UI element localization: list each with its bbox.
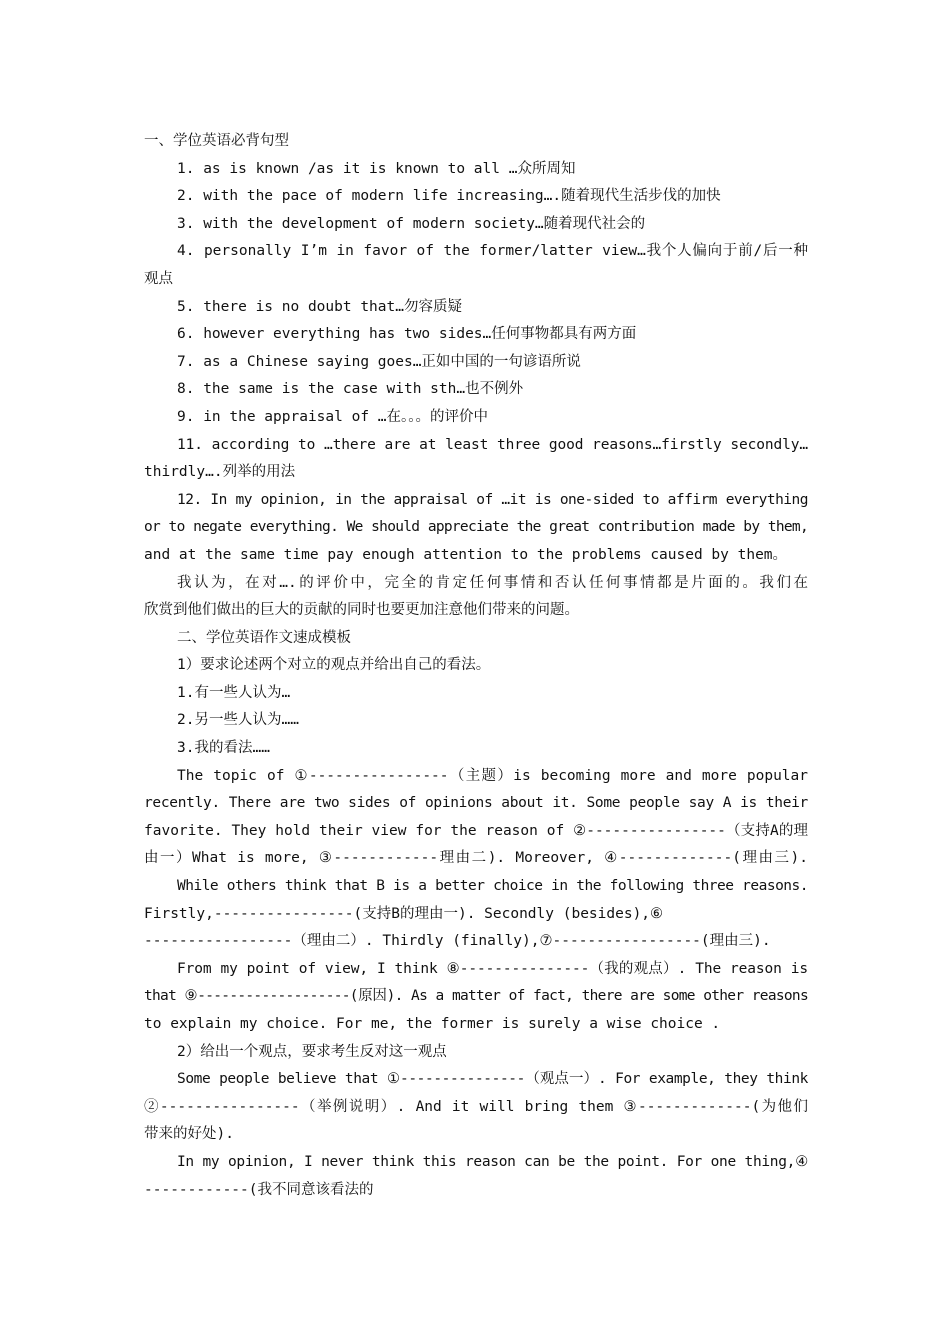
text-line: 8. the same is the case with sth…也不例外 [177,381,524,398]
text-line: 12. In my opinion, in the appraisal of …it is one-sided to affirm everything [177,491,808,508]
text-line: 3.我的看法…… [177,740,270,757]
text-line: 6. however everything has two sides…任何事物都具有两方面 [177,326,637,343]
text-line: The topic of ①----------------（主题）is becoming more and more popular [177,767,808,784]
text-line: 1.有一些人认为… [177,684,291,701]
text-line: or to negate everything. We should appreciate the great contribution made by them, [144,519,808,536]
text-line: favorite. They hold their view for the reason of ②----------------（支持A的理 [144,822,808,839]
section-heading: 一、学位英语必背句型 [144,133,289,149]
text-line: 9. in the appraisal of …在。。。的评价中 [177,408,489,425]
text-line: 7. as a Chinese saying goes…正如中国的一句谚语所说 [177,353,581,370]
text-line: ②----------------（举例说明）. And it will bring them ③-------------(为他们 [144,1098,808,1115]
text-line: 我认为，在对….的评价中，完全的肯定任何事情和否认任何事情都是片面的。我们在 [177,574,808,591]
text-line: 4. personally I’m in favor of the former/latter view…我个人偏向于前/后一种 [177,243,808,260]
text-line: 欣赏到他们做出的巨大的贡献的同时也要更加注意他们带来的问题。 [144,602,579,619]
text-line: thirdly….列举的用法 [144,464,296,481]
text-line: to explain my choice. For me, the former is surely a wise choice . [144,1016,721,1032]
text-line: In my opinion, I never think this reason can be the point. For one thing,④ [177,1153,808,1170]
text-line: 2）给出一个观点，要求考生反对这一观点 [177,1043,447,1060]
text-line: recently. There are two sides of opinions about it. Some people say A is their [144,795,808,812]
text-line: that ⑨-------------------(原因). As a matter of fact, there are some other reasons [144,988,808,1005]
section-heading: 二、学位英语作文速成模板 [177,629,351,646]
text-line: While others think that B is a better choice in the following three reasons. [177,878,808,895]
text-line: 2. with the pace of modern life increasing….随着现代生活步伐的加快 [177,188,721,205]
text-line: 2.另一些人认为…… [177,712,299,729]
text-line: Some people believe that ①---------------（观点一）. For example, they think [177,1071,808,1088]
text-line: 5. there is no doubt that…勿容质疑 [177,298,462,315]
text-line: From my point of view, I think ⑧---------------（我的观点）. The reason is [177,960,808,977]
text-line: and at the same time pay enough attention to the problems caused by them。 [144,546,788,563]
text-line: 3. with the development of modern society…随着现代社会的 [177,215,646,232]
text-line: 1）要求论述两个对立的观点并给出自己的看法。 [177,657,491,674]
text-line: 观点 [144,270,173,287]
text-line: 带来的好处). [144,1126,234,1143]
text-line: 由一）What is more, ③------------理由二). Moreover, ④-------------(理由三). [144,850,808,867]
document-page [144,128,808,1204]
text-line: 1. as is known /as it is known to all …众所周知 [177,160,576,177]
text-line: ------------(我不同意该看法的 [144,1181,374,1198]
text-line: Firstly,----------------(支持B的理由一). Secondly (besides),⑥ [144,905,664,922]
text-line: -----------------（理由二）. Thirdly (finally),⑦-----------------(理由三). [144,933,771,950]
text-line: 11. according to …there are at least three good reasons…firstly secondly… [177,436,808,453]
